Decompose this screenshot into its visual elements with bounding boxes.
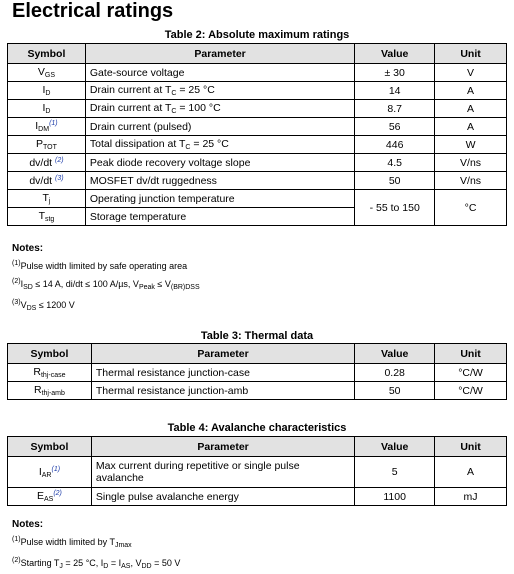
thermal-data-table (7, 343, 507, 400)
parameter-subscript: C (171, 90, 177, 97)
value-cell: 4.5 (355, 154, 435, 172)
table-row (8, 100, 507, 118)
page-title: Electrical ratings (12, 0, 174, 22)
note-text: = I (108, 558, 122, 568)
footnote-ref: (2) (53, 490, 62, 497)
parameter-subscript: C (185, 144, 191, 151)
symbol-subscript: AS (43, 496, 54, 503)
value-cell: - 55 to 150 (355, 190, 435, 226)
note-text: V (20, 300, 27, 310)
symbol-text: T (42, 192, 49, 204)
note-mark: (2) (12, 557, 21, 564)
parameter-cell: Max current during repetitive or single pulse avalanche (91, 457, 354, 488)
symbol-cell (8, 172, 86, 190)
parameter-text: Drain current at T (89, 84, 172, 96)
unit-cell: V (435, 64, 507, 82)
unit-cell: V/ns (435, 172, 507, 190)
symbol-subscript: stg (44, 216, 55, 223)
symbol-subscript: thj-amb (41, 390, 65, 397)
symbol-subscript: AR (41, 471, 52, 479)
note-text: Pulse width limited by T (20, 537, 115, 547)
parameter-text: Total dissipation at T (89, 138, 186, 150)
parameter-cell: Drain current (pulsed) (85, 118, 354, 136)
header-value: Value (355, 344, 435, 364)
absolute-max-ratings-table (7, 43, 507, 226)
parameter-cell (85, 100, 354, 118)
value-cell: 5 (355, 457, 435, 488)
footnote-ref: (2) (55, 156, 64, 164)
symbol-text: E (36, 490, 44, 502)
note-text: = 25 °C, I (62, 558, 104, 568)
header-unit: Unit (435, 344, 507, 364)
note-subscript: J (59, 563, 63, 570)
table4-notes (12, 517, 180, 574)
unit-cell: A (435, 457, 507, 488)
symbol-subscript: D (45, 90, 51, 97)
note-mark: (2) (12, 278, 21, 285)
symbol-subscript: DM (38, 126, 50, 133)
unit-cell: °C (435, 190, 507, 226)
symbol-cell (8, 364, 92, 382)
note-item (12, 274, 200, 295)
symbol-cell (8, 488, 92, 506)
value-cell: 50 (355, 382, 435, 400)
symbol-cell (8, 154, 86, 172)
table2-notes (12, 241, 200, 316)
symbol-text: I (42, 84, 46, 96)
parameter-cell: MOSFET dv/dt ruggedness (85, 172, 354, 190)
note-item (12, 532, 180, 553)
unit-cell: V/ns (435, 154, 507, 172)
header-unit: Unit (435, 437, 507, 457)
table-row (8, 190, 507, 208)
parameter-text-end: = 25 °C (190, 138, 229, 150)
symbol-text: dv/dt (29, 156, 53, 169)
table-row (8, 382, 507, 400)
table-row (8, 82, 507, 100)
footnote-ref: (3) (55, 174, 64, 182)
note-item (12, 256, 200, 274)
parameter-cell: Gate-source voltage (85, 64, 354, 82)
table-row (8, 364, 507, 382)
note-text: = 50 V (151, 558, 181, 568)
symbol-subscript: GS (44, 72, 56, 79)
unit-cell: W (435, 136, 507, 154)
symbol-cell (8, 190, 86, 208)
parameter-cell: Thermal resistance junction-case (91, 364, 354, 382)
table-header-row (8, 344, 507, 364)
unit-cell: A (435, 100, 507, 118)
symbol-text: R (33, 366, 41, 378)
note-subscript: SD (23, 284, 33, 291)
value-cell: 8.7 (355, 100, 435, 118)
symbol-text: I (38, 465, 42, 478)
table3-caption: Table 3: Thermal data (200, 330, 314, 342)
symbol-cell (8, 118, 86, 136)
note-subscript: (BR)DSS (170, 284, 200, 291)
value-cell: 0.28 (355, 364, 435, 382)
value-cell: 50 (355, 172, 435, 190)
value-cell: 446 (355, 136, 435, 154)
header-symbol: Symbol (8, 437, 92, 457)
note-mark: (3) (12, 299, 21, 306)
symbol-cell (8, 82, 86, 100)
footnote-ref: (1) (51, 465, 61, 473)
notes-title: Notes: (12, 243, 44, 254)
symbol-text: I (35, 120, 39, 132)
header-parameter: Parameter (85, 44, 354, 64)
table-row (8, 64, 507, 82)
table-row (8, 457, 507, 488)
note-subscript: Jmax (114, 542, 132, 549)
parameter-text-end: = 25 °C (176, 84, 215, 96)
table-row (8, 136, 507, 154)
parameter-text: Drain current at T (89, 102, 172, 114)
parameter-subscript: C (171, 108, 177, 115)
parameter-cell: Peak diode recovery voltage slope (85, 154, 354, 172)
header-value: Value (355, 44, 435, 64)
table-row (8, 154, 507, 172)
note-text: Starting T (20, 558, 60, 568)
note-text: ≤ 14 A, di/dt ≤ 100 A/µs, V (32, 279, 139, 289)
header-parameter: Parameter (91, 437, 354, 457)
parameter-text-end: = 100 °C (176, 102, 221, 114)
value-cell: 1100 (355, 488, 435, 506)
note-text: I (20, 279, 24, 289)
note-subscript: Peak (138, 284, 155, 291)
note-subscript: DS (26, 305, 37, 312)
parameter-cell: Single pulse avalanche energy (91, 488, 354, 506)
parameter-cell: Operating junction temperature (85, 190, 354, 208)
note-text: ≤ V (154, 279, 171, 289)
table2-caption: Table 2: Absolute maximum ratings (164, 29, 350, 41)
table-header-row (8, 44, 507, 64)
symbol-text: I (42, 102, 46, 114)
symbol-cell (8, 382, 92, 400)
note-item (12, 295, 200, 316)
note-text: ≤ 1200 V (36, 300, 75, 310)
unit-cell: °C/W (435, 382, 507, 400)
symbol-text: T (38, 210, 45, 222)
note-text: Pulse width limited by safe operating area (20, 261, 188, 271)
symbol-cell (8, 136, 86, 154)
unit-cell: mJ (435, 488, 507, 506)
table-row (8, 172, 507, 190)
note-text: , V (130, 558, 142, 568)
symbol-subscript: TOT (43, 144, 57, 151)
note-subscript: DD (141, 563, 152, 570)
header-unit: Unit (435, 44, 507, 64)
note-subscript: AS (121, 563, 131, 570)
table-header-row (8, 437, 507, 457)
table4-caption: Table 4: Avalanche characteristics (167, 422, 347, 434)
header-value: Value (355, 437, 435, 457)
value-cell: 14 (355, 82, 435, 100)
note-mark: (1) (12, 260, 21, 267)
symbol-subscript: thj-case (40, 372, 66, 379)
parameter-cell: Storage temperature (85, 208, 354, 226)
symbol-text: V (37, 66, 45, 78)
note-subscript: D (103, 563, 109, 570)
symbol-cell (8, 100, 86, 118)
value-cell: 56 (355, 118, 435, 136)
unit-cell: °C/W (435, 364, 507, 382)
header-parameter: Parameter (91, 344, 354, 364)
table-row (8, 488, 507, 506)
unit-cell: A (435, 118, 507, 136)
symbol-text: R (33, 384, 42, 396)
symbol-text: dv/dt (29, 174, 53, 187)
symbol-cell (8, 457, 92, 488)
note-item (12, 553, 180, 574)
parameter-cell (85, 136, 354, 154)
symbol-cell (8, 64, 86, 82)
header-symbol: Symbol (8, 344, 92, 364)
symbol-subscript: j (48, 198, 51, 205)
table-row (8, 118, 507, 136)
footnote-ref: (1) (49, 120, 58, 127)
symbol-text: P (36, 138, 44, 150)
note-mark: (1) (12, 536, 21, 543)
value-cell: ± 30 (355, 64, 435, 82)
symbol-subscript: D (45, 108, 51, 115)
avalanche-characteristics-table (7, 436, 507, 506)
parameter-cell (85, 82, 354, 100)
unit-cell: A (435, 82, 507, 100)
notes-title: Notes: (12, 519, 44, 530)
symbol-cell (8, 208, 86, 226)
parameter-cell: Thermal resistance junction-amb (91, 382, 354, 400)
header-symbol: Symbol (8, 44, 86, 64)
